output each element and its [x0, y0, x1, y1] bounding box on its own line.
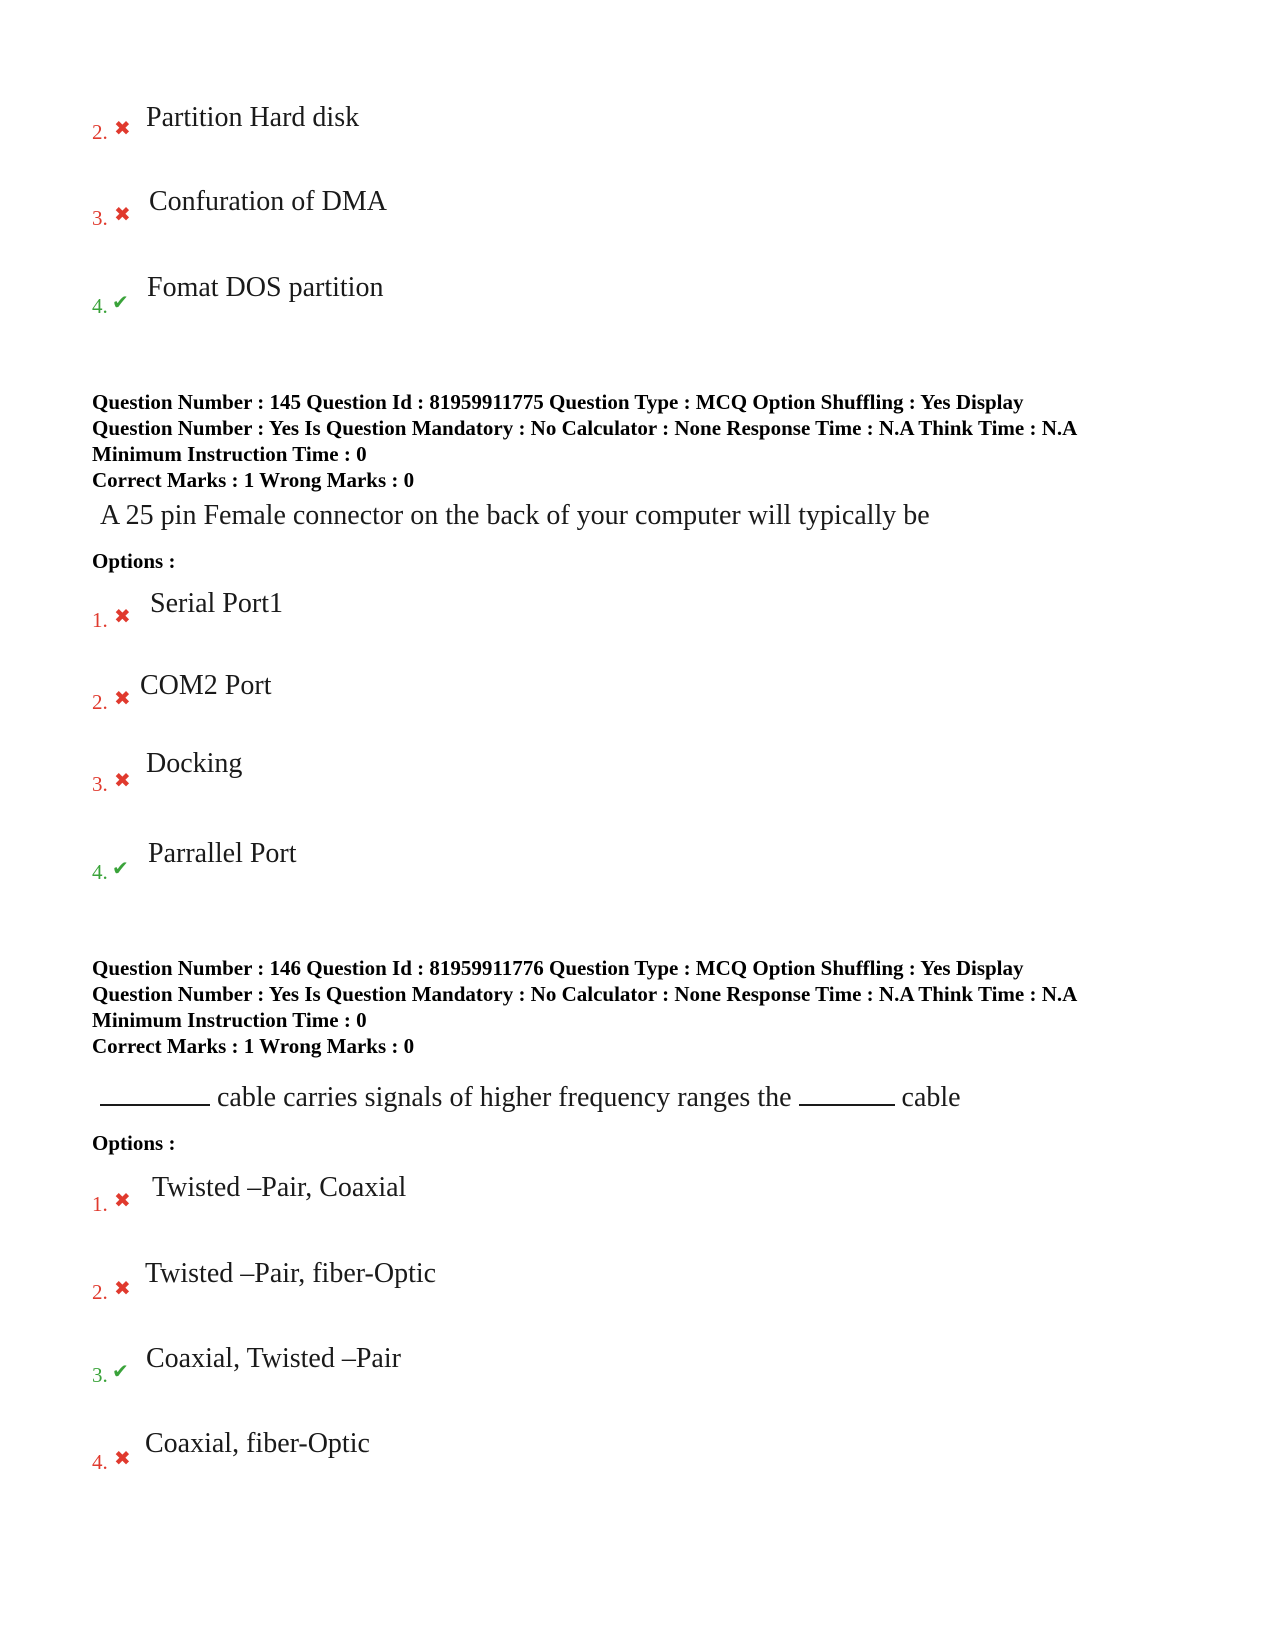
option-number: 1.: [92, 608, 108, 632]
option-number: 3.: [92, 772, 108, 796]
check-icon: ✔: [112, 1361, 129, 1383]
option-text: Confuration of DMA: [149, 186, 387, 217]
option-text: Parrallel Port: [148, 838, 297, 869]
check-icon: ✔: [112, 858, 129, 880]
question-meta: Question Number : 145 Question Id : 81959911775 Question Type : MCQ Option Shuffling : Yes Display Question Number : Yes Is Question Mandatory : No Calculator : None Response Time : N.A Think Time : N.A Minimum Instruction Time : 0: [92, 390, 1078, 466]
cross-icon: ✖: [114, 606, 131, 628]
options-label: Options :: [92, 549, 176, 573]
option-text: Coaxial, Twisted –Pair: [146, 1343, 401, 1374]
question-text: cable carries signals of higher frequency ranges the cable: [100, 1080, 961, 1114]
question-marks: Correct Marks : 1 Wrong Marks : 0: [92, 468, 415, 492]
option-number: 1.: [92, 1192, 108, 1216]
options-label: Options :: [92, 1131, 176, 1155]
option-number: 4.: [92, 860, 108, 884]
option-text: Docking: [146, 748, 243, 779]
option-number: 4.: [92, 1450, 108, 1474]
cross-icon: ✖: [114, 688, 131, 710]
option-number: 3.: [92, 1363, 108, 1387]
option-number: 4.: [92, 294, 108, 318]
question-marks: Correct Marks : 1 Wrong Marks : 0: [92, 1034, 415, 1058]
option-number: 2.: [92, 1280, 108, 1304]
option-text: Serial Port1: [150, 588, 283, 619]
option-number: 3.: [92, 206, 108, 230]
cross-icon: ✖: [114, 1278, 131, 1300]
blank-line: [100, 1080, 210, 1106]
option-text: COM2 Port: [140, 670, 272, 701]
check-icon: ✔: [112, 292, 129, 314]
option-text: Coaxial, fiber-Optic: [145, 1428, 370, 1459]
cross-icon: ✖: [114, 770, 131, 792]
option-text: Fomat DOS partition: [147, 272, 384, 303]
blank-line: [799, 1080, 895, 1106]
cross-icon: ✖: [114, 118, 131, 140]
question-meta: Question Number : 146 Question Id : 81959911776 Question Type : MCQ Option Shuffling : Yes Display Question Number : Yes Is Question Mandatory : No Calculator : None Response Time : N.A Think Time : N.A Minimum Instruction Time : 0: [92, 956, 1078, 1032]
option-number: 2.: [92, 690, 108, 714]
option-text: Twisted –Pair, fiber-Optic: [145, 1258, 437, 1289]
cross-icon: ✖: [114, 1190, 131, 1212]
cross-icon: ✖: [114, 1448, 131, 1470]
option-number: 2.: [92, 120, 108, 144]
question-text: A 25 pin Female connector on the back of your computer will typically be: [100, 500, 930, 531]
option-text: Partition Hard disk: [146, 102, 360, 133]
cross-icon: ✖: [114, 204, 131, 226]
option-text: Twisted –Pair, Coaxial: [152, 1172, 407, 1203]
